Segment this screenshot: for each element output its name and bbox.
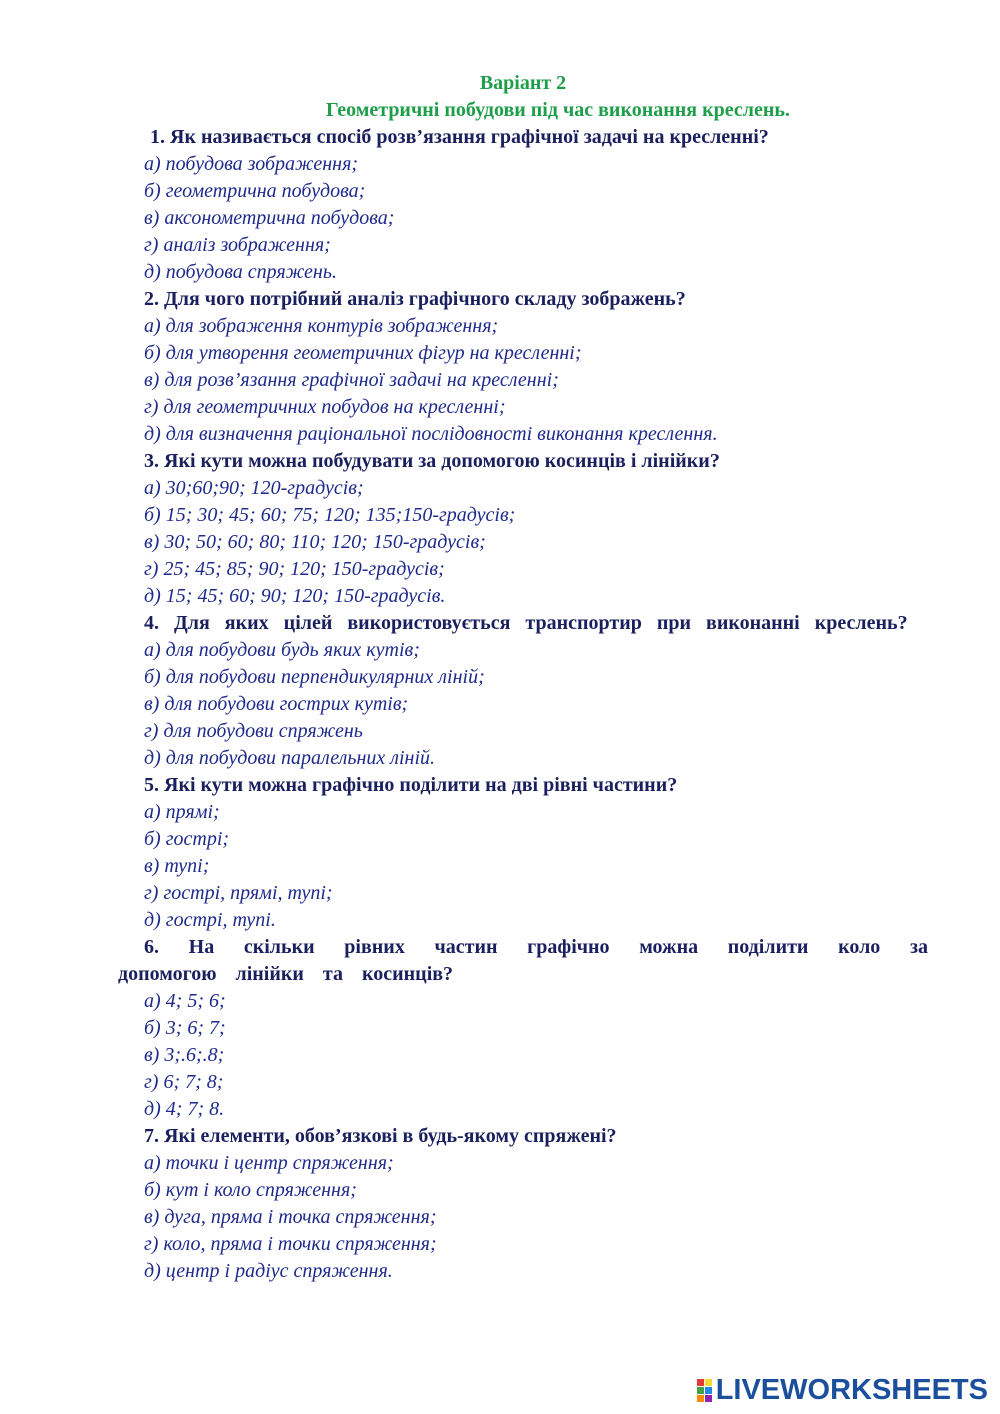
liveworksheets-logo[interactable] [697,1374,988,1406]
answer-option[interactable]: а) точки і центр спряження; [144,1152,394,1174]
answer-option[interactable]: а) для побудови будь яких кутів; [144,639,420,661]
answer-option[interactable]: б) для утворення геометричних фігур на кресленні; [144,342,582,364]
answer-option[interactable]: б) гострі; [144,828,230,850]
answer-option[interactable]: г) для геометричних побудов на кресленні; [144,396,506,418]
logo-square [705,1387,712,1394]
question-text: 6. На скільки рівних частин графічно можна поділити коло за допомогою лінійки та косинців? [118,936,928,985]
logo-square [697,1395,704,1402]
question-text: 2. Для чого потрібний аналіз графічного складу зображень? [144,288,686,310]
answer-option[interactable]: в) дуга, пряма і точка спряження; [144,1206,437,1228]
liveworksheets-logo-icon [697,1379,712,1402]
answer-option[interactable]: а) для зображення контурів зображення; [144,315,499,337]
answer-option[interactable]: д) для визначення раціональної послідовності виконання креслення. [144,423,718,445]
answer-option[interactable]: г) гострі, прямі, тупі; [144,882,333,904]
question-text: 3. Які кути можна побудувати за допомогою косинців і лінійки? [144,450,720,472]
answer-option[interactable]: д) 4; 7; 8. [144,1098,225,1120]
logo-square [697,1379,704,1386]
question-text: 7. Які елементи, обов’язкові в будь-якому спряжені? [144,1125,617,1147]
variant-title: Варіант 2 [479,72,567,94]
answer-option[interactable]: д) гострі, тупі. [144,909,276,931]
topic-title: Геометричні побудови під час виконання креслень. [326,99,790,121]
answer-option[interactable]: д) центр і радіус спряження. [144,1260,393,1282]
logo-text: LIVEWORKSHEETS [715,1373,988,1406]
answer-option[interactable]: в) 3;.6;.8; [144,1044,225,1066]
answer-option[interactable]: д) побудова спряжень. [144,261,337,283]
answer-option[interactable]: а) побудова зображення; [144,153,359,175]
answer-option[interactable]: в) для розв’язання графічної задачі на кресленні; [144,369,559,391]
question-text: 1. Як називається спосіб розв’язання графічної задачі на кресленні? [150,126,769,148]
answer-option[interactable]: б) геометрична побудова; [144,180,366,202]
question-text: 5. Які кути можна графічно поділити на дві рівні частини? [144,774,678,796]
answer-option[interactable]: в) аксонометрична побудова; [144,207,395,229]
answer-option[interactable]: г) аналіз зображення; [144,234,331,256]
logo-square [705,1395,712,1402]
answer-option[interactable]: б) кут і коло спряження; [144,1179,357,1201]
question-block-5 [118,772,928,934]
answer-option[interactable]: г) 25; 45; 85; 90; 120; 150-градусів; [144,558,445,580]
worksheet-page [118,70,928,1285]
answer-option[interactable]: в) тупі; [144,855,210,877]
question-block-4 [118,610,928,772]
answer-option[interactable]: г) 6; 7; 8; [144,1071,224,1093]
logo-square [697,1387,704,1394]
answer-option[interactable]: в) 30; 50; 60; 80; 110; 120; 150-градусів; [144,531,486,553]
answer-option[interactable]: д) 15; 45; 60; 90; 120; 150-градусів. [144,585,446,607]
question-block-7 [118,1123,928,1285]
answer-option[interactable]: в) для побудови гострих кутів; [144,693,409,715]
question-block-6 [118,934,928,1123]
logo-square [705,1379,712,1386]
answer-option[interactable]: б) 3; 6; 7; [144,1017,226,1039]
answer-option[interactable]: а) прямі; [144,801,220,823]
question-block-3 [118,448,928,610]
question-block-1 [118,124,928,286]
question-text: 4. Для яких цілей використовується транспортир при виконанні креслень? [144,612,908,634]
answer-option[interactable]: г) для побудови спряжень [144,720,363,742]
answer-option[interactable]: г) коло, пряма і точки спряження; [144,1233,437,1255]
answer-option[interactable]: б) для побудови перпендикулярних ліній; [144,666,485,688]
answer-option[interactable]: а) 30;60;90; 120-градусів; [144,477,364,499]
answer-option[interactable]: а) 4; 5; 6; [144,990,226,1012]
question-block-2 [118,286,928,448]
answer-option[interactable]: б) 15; 30; 45; 60; 75; 120; 135;150-градусів; [144,504,516,526]
answer-option[interactable]: д) для побудови паралельних ліній. [144,747,436,769]
